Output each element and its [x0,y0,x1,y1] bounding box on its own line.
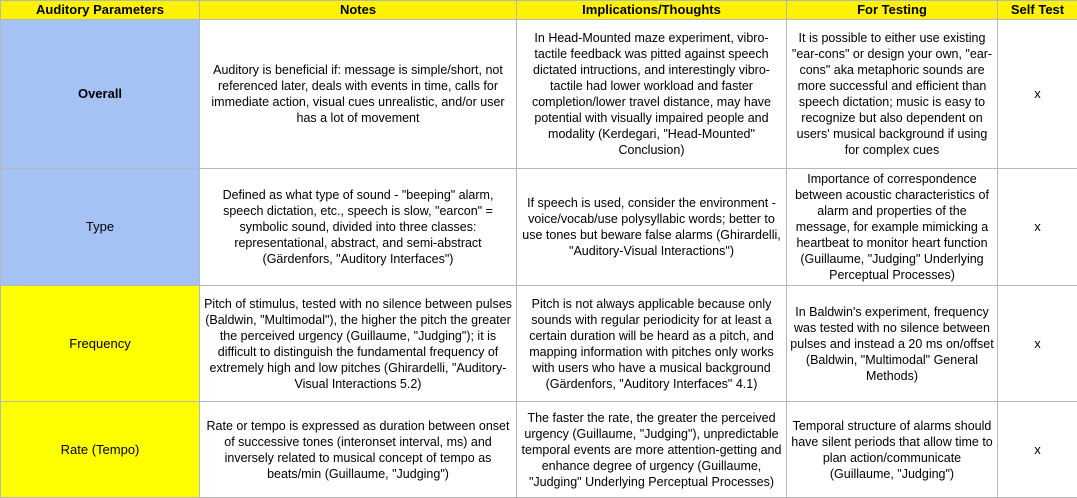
header-notes[interactable]: Notes [200,1,517,20]
table-row [1,286,1077,402]
notes-cell[interactable]: Pitch of stimulus, tested with no silence between pulses (Baldwin, "Multimodal"), the higher the pitch the greater the perceived urgency (Guillaume, "Judging"); it is difficult to distinguish the fundamental frequency of extremely high and low pitches (Ghirardelli, "Auditory-Visual Interactions 5.2) [200,286,517,402]
testing-cell[interactable]: In Baldwin's experiment, frequency was tested with no silence between pulses and instead a 20 ms on/offset (Baldwin, "Multimodal" General Methods) [787,286,998,402]
self-test-cell[interactable]: x [998,20,1077,169]
notes-cell[interactable]: Auditory is beneficial if: message is simple/short, not referenced later, deals with events in time, calls for immediate action, visual cues unrealistic, and/or user has a lot of movement [200,20,517,169]
table-row [1,20,1077,169]
testing-cell[interactable]: Importance of correspondence between acoustic characteristics of alarm and properties of the message, for example mimicking a heartbeat to monitor heart function (Guillaume, "Judging" Underlying Perceptual Processes) [787,169,998,286]
header-for-testing[interactable]: For Testing [787,1,998,20]
param-cell-overall[interactable]: Overall [1,20,200,169]
header-self-test[interactable]: Self Test [998,1,1077,20]
header-row [1,1,1077,20]
param-cell-rate-tempo[interactable]: Rate (Tempo) [1,402,200,498]
testing-cell[interactable]: It is possible to either use existing "ear-cons" or design your own, "ear-cons" aka metaphoric sounds are more successful and efficient than speech dictation; music is easy to recognize but also dependent on users' musical background if using for complex cues [787,20,998,169]
table-row [1,169,1077,286]
header-implications[interactable]: Implications/Thoughts [517,1,787,20]
param-cell-type[interactable]: Type [1,169,200,286]
notes-cell[interactable]: Defined as what type of sound - "beeping" alarm, speech dictation, etc., speech is slow, "earcon" = symbolic sound, divided into three classes: representational, abstract, and semi-abstract (Gärdenfors, "Auditory Interfaces") [200,169,517,286]
implications-cell[interactable]: Pitch is not always applicable because only sounds with regular periodicity for at least a certain duration will be heard as a pitch, and mapping information with pitches only works with users who have a musical background (Gärdenfors, "Auditory Interfaces" 4.1) [517,286,787,402]
implications-text: The faster the rate, the greater the perceived urgency (Guillaume, "Judging"), unpredictable temporal events are more attention-getting and enhance degree of urgency (Guillaume, "Judging" Underlying Perceptual Processes) [521,410,782,489]
self-test-cell[interactable]: x [998,286,1077,402]
param-cell-frequency[interactable]: Frequency [1,286,200,402]
self-test-cell[interactable]: x [998,169,1077,286]
implications-cell[interactable] [517,402,787,498]
table-row [1,402,1077,498]
self-test-cell[interactable]: x [998,402,1077,498]
implications-cell[interactable]: In Head-Mounted maze experiment, vibro-tactile feedback was pitted against speech dictated intructions, and interestingly vibro-tactile had lower workload and faster completion/lower travel distance, may have potential with visually impaired people and modality (Kerdegari, "Head-Mounted" Conclusion) [517,20,787,169]
implications-cell[interactable]: If speech is used, consider the environment - voice/vocab/use polysyllabic words; better to use tones but beware false alarms (Ghirardelli, "Auditory-Visual Interactions") [517,169,787,286]
testing-cell[interactable]: Temporal structure of alarms should have silent periods that allow time to plan action/communicate (Guillaume, "Judging") [787,402,998,498]
header-auditory-parameters[interactable]: Auditory Parameters [1,1,200,20]
notes-cell[interactable]: Rate or tempo is expressed as duration between onset of successive tones (interonset interval, ms) and inversely related to musical concept of tempo as beats/min (Guillaume, "Judging") [200,402,517,498]
